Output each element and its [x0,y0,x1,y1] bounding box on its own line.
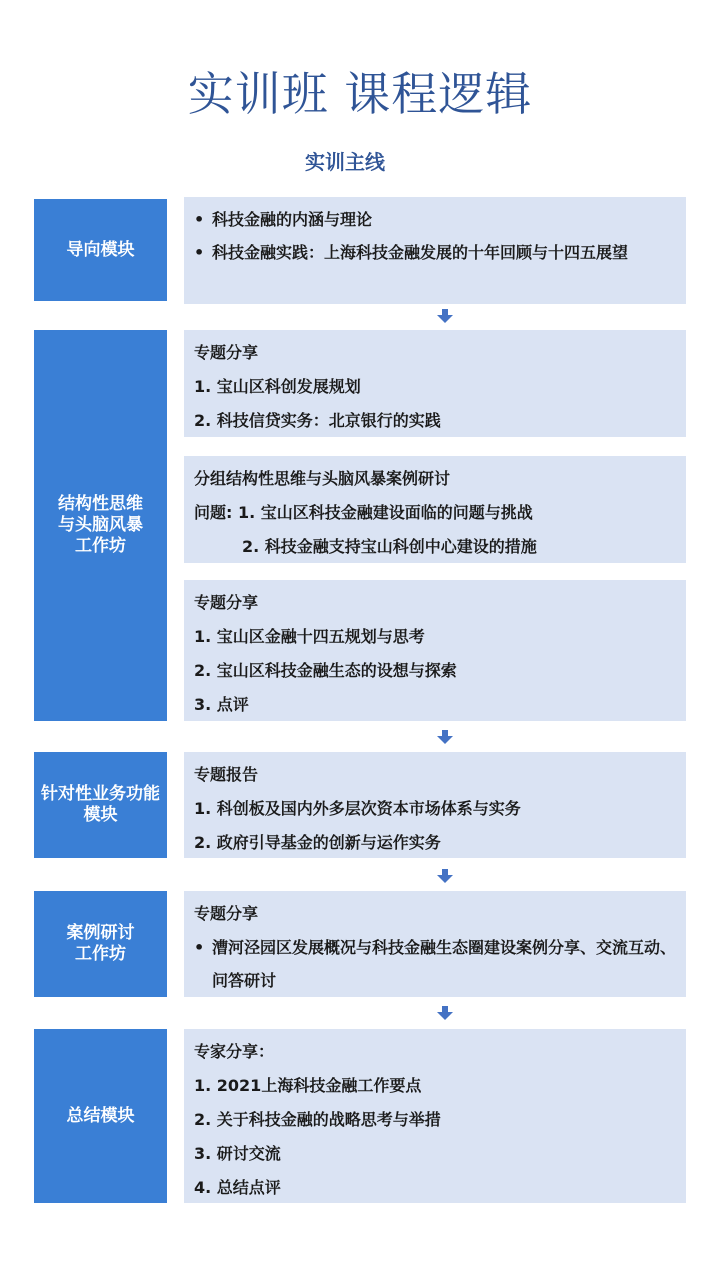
box-heading: 分组结构性思维与头脑风暴案例研讨 [194,469,451,488]
arrow-down-icon [437,1006,453,1020]
module-label-text: 针对性业务功能模块 [41,784,160,825]
bullet-icon: • [194,243,205,262]
box-heading: 专题分享 [194,343,259,362]
module-box-expert-share [184,1029,686,1203]
list-item: 2. 政府引导基金的创新与运作实务 [194,833,441,852]
list-item: 问题: 1. 宝山区科技金融建设面临的问题与挑战 [194,503,533,522]
list-item: 2. 科技金融支持宝山科创中心建设的措施 [242,537,537,556]
bullet-item: • 科技金融实践：上海科技金融发展的十年回顾与十四五展望 [194,236,678,269]
bullet-item: • 漕河泾园区发展概况与科技金融生态圈建设案例分享、交流互动、问答研讨 [194,931,678,997]
arrow-down-icon [437,730,453,744]
box-heading: 专题分享 [194,593,259,612]
module-label-text: 案例研讨工作坊 [66,923,135,964]
module-box-topic-share-1 [184,330,686,437]
list-item: 1. 宝山区科创发展规划 [194,377,361,396]
bullet-icon: • [194,938,205,957]
list-item: 2. 科技信贷实务：北京银行的实践 [194,411,441,430]
list-item: 1. 科创板及国内外多层次资本市场体系与实务 [194,799,521,818]
module-label-workshop [34,330,167,721]
list-item: 1. 宝山区金融十四五规划与思考 [194,627,425,646]
module-label-text: 导向模块 [66,239,135,260]
bullet-icon: • [194,210,205,229]
module-label-text: 结构性思维与头脑风暴工作坊 [58,494,143,556]
module-box-group-discussion [184,456,686,563]
module-box-orientation [184,197,686,304]
box-heading: 专题报告 [194,765,259,784]
list-item: 4. 总结点评 [194,1178,281,1197]
arrow-down-icon [437,869,453,883]
module-box-topic-report [184,752,686,858]
module-label-case-study [34,891,167,997]
module-label-orientation [34,199,167,301]
list-item: 2. 宝山区科技金融生态的设想与探索 [194,661,457,680]
list-item: 1. 2021上海科技金融工作要点 [194,1076,422,1095]
module-box-case-share [184,891,686,997]
subtitle: 实训主线 [305,150,385,174]
page-title: 实训班 课程逻辑 [187,67,533,121]
box-heading: 专家分享： [194,1042,275,1061]
list-item: 3. 点评 [194,695,249,714]
module-label-summary [34,1029,167,1203]
bullet-item: • 科技金融的内涵与理论 [194,203,678,236]
box-heading: 专题分享 [194,904,259,923]
module-label-text: 总结模块 [66,1105,135,1126]
list-item: 3. 研讨交流 [194,1144,281,1163]
arrow-down-icon [437,309,453,323]
list-item: 2. 关于科技金融的战略思考与举措 [194,1110,441,1129]
module-box-topic-share-2 [184,580,686,721]
module-label-business [34,752,167,858]
